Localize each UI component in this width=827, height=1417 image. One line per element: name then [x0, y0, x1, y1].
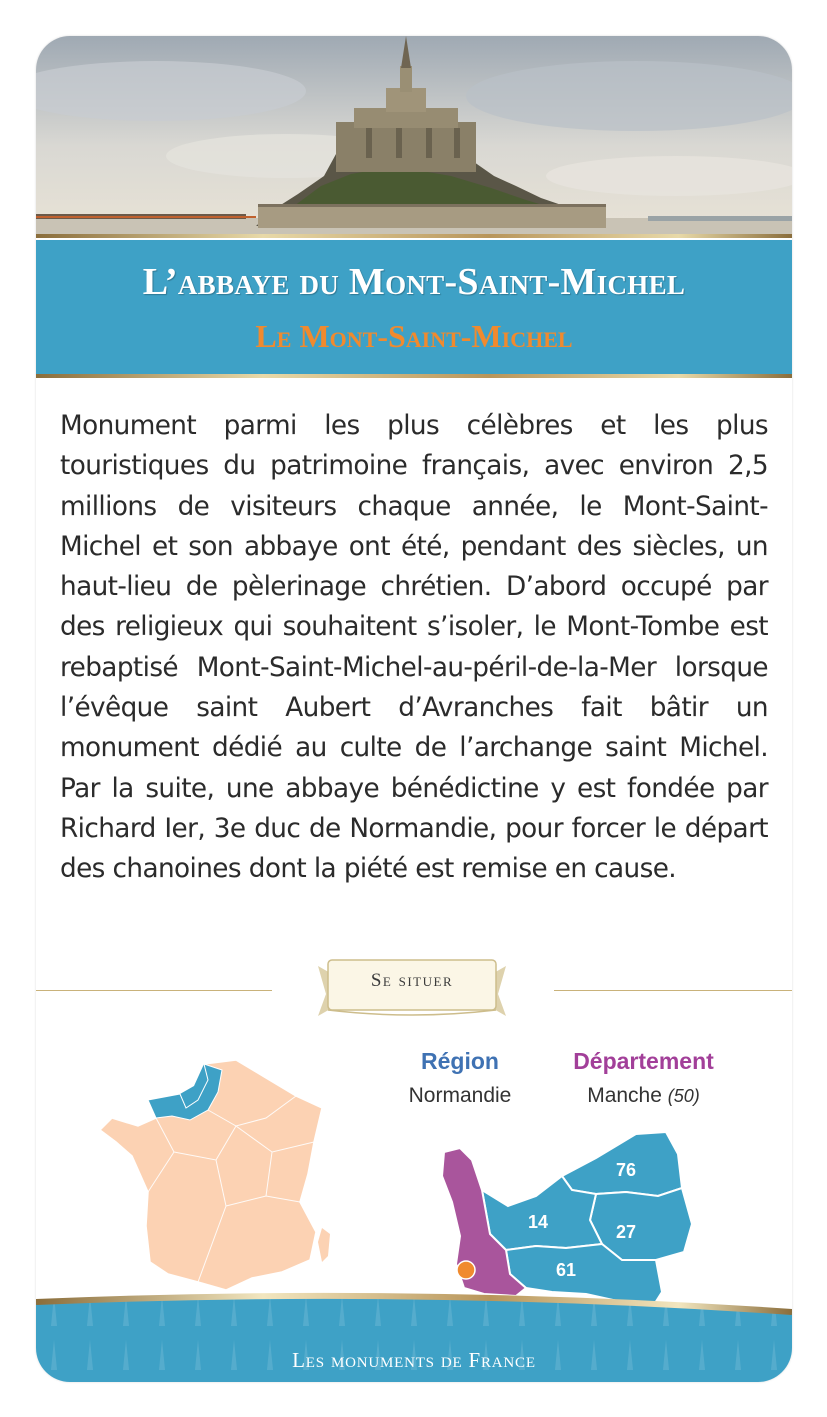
- monument-description: Monument parmi les plus célèbres et les plus touristiques du patrimoine français, avec environ 2,5 millions de visiteurs chaque année, le Mont-Saint-Michel et son abbaye ont été, pendant des siècles, un haut-lieu de pèlerinage chrétien. D’abord occupé par des religieux qui souhaitent s’isoler, le Mont-Tombe est rebaptisé Mont-Saint-Michel-au-péril-de-la-Mer lorsque l’évêque saint Aubert d’Avranches fait bâtir un monument dédié au culte de l’archange saint Michel. Par la suite, une abbaye bénédictine y est fondée par Richard Ier, 3e duc de Normandie, pour forcer le départ des chanoines dont la piété est remise en cause.: [60, 411, 768, 885]
- section-divider-left: [36, 990, 272, 991]
- footer-label: Les monuments de France: [292, 1348, 536, 1372]
- monument-card: [36, 36, 792, 1382]
- monument-location: Le Mont-Saint-Michel: [255, 318, 573, 354]
- region-label: Région: [421, 1048, 499, 1074]
- header-divider: [36, 234, 792, 238]
- banner-divider: [36, 374, 792, 378]
- department-value: Manche: [587, 1084, 662, 1107]
- region-value: Normandie: [408, 1084, 512, 1107]
- locate-label: Se situer: [370, 970, 454, 991]
- department-27-label: 27: [615, 1222, 637, 1242]
- france-map: [86, 1056, 386, 1306]
- department-code: (50): [667, 1086, 700, 1106]
- department-label: Département: [573, 1048, 714, 1074]
- department-14-label: 14: [527, 1212, 549, 1232]
- section-divider-right: [554, 990, 792, 991]
- department-61-label: 61: [555, 1260, 577, 1280]
- department-76-label: 76: [615, 1160, 637, 1180]
- mont-saint-michel-photo: [36, 36, 792, 236]
- monument-title: L’abbaye du Mont-Saint-Michel: [142, 261, 686, 303]
- location-dot-icon: [457, 1261, 475, 1279]
- department-value-line: [556, 1084, 731, 1108]
